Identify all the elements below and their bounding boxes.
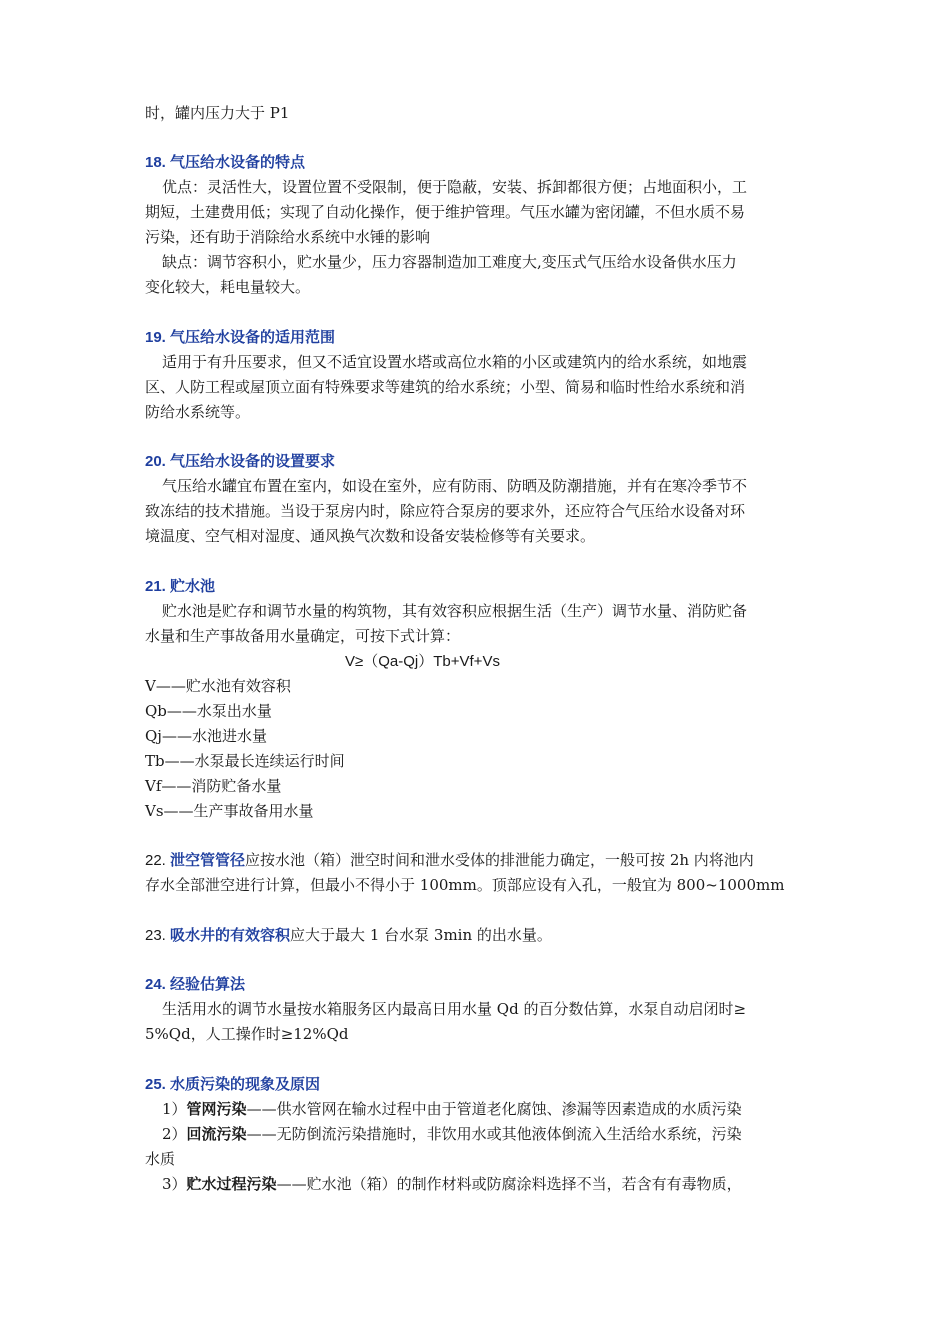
list-marker: 1）: [162, 1100, 187, 1118]
item-term: 管网污染: [186, 1101, 247, 1118]
item-text: ——供水管网在输水过程中由于管道老化腐蚀、渗漏等因素造成的水质污染: [246, 1100, 742, 1118]
section-heading-19: 19. 气压给水设备的适用范围: [145, 329, 336, 346]
paragraph-line: 致冻结的技术措施。当设于泵房内时，除应符合泵房的要求外，还应符合气压给水设备对环: [145, 502, 746, 520]
section-heading-20: 20. 气压给水设备的设置要求: [145, 453, 336, 470]
item-text: ——贮水池（箱）的制作材料或防腐涂料选择不当，若含有有毒物质，: [276, 1175, 742, 1193]
paragraph-line: 5%Qd，人工操作时≥12%Qd: [145, 1025, 349, 1043]
definition-line: Tb——水泵最长连续运行时间: [145, 752, 345, 770]
list-item: [162, 1172, 742, 1197]
paragraph-line: 生活用水的调节水量按水箱服务区内最高日用水量 Qd 的百分数估算，水泵自动启闭时≥: [162, 1000, 747, 1018]
paragraph-line: 适用于有升压要求，但又不适宜设置水塔或高位水箱的小区或建筑内的给水系统，如地震: [162, 353, 748, 371]
list-item: [162, 1097, 742, 1122]
definition-line: Vs——生产事故备用水量: [145, 802, 314, 820]
item-term: 回流污染: [186, 1126, 247, 1143]
paragraph-line: 气压给水罐宜布置在室内，如设在室外，应有防雨、防晒及防潮措施，并有在寒冷季节不: [162, 477, 748, 495]
item-text: 应大于最大 1 台水泵 3min 的出水量。: [290, 926, 552, 944]
item-number: 22.: [145, 852, 171, 869]
paragraph-line: 存水全部泄空进行计算，但最小不得小于 100mm。顶部应设有入孔，一般宜为 800~1000mm: [145, 876, 785, 894]
section-heading-18: 18. 气压给水设备的特点: [145, 154, 306, 171]
section-heading-21: 21. 贮水池: [145, 578, 216, 595]
item-term: 贮水过程污染: [186, 1176, 277, 1193]
definition-line: Qb——水泵出水量: [145, 702, 272, 720]
paragraph-line: 污染，还有助于消除给水系统中水锤的影响: [145, 228, 431, 246]
paragraph-line: 变化较大，耗电量较大。: [145, 278, 311, 296]
paragraph-line: 优点：灵活性大，设置位置不受限制，便于隐蔽，安装、拆卸都很方便；占地面积小，工: [162, 178, 748, 196]
item-22: [145, 848, 754, 873]
paragraph-line: 水质: [145, 1150, 176, 1168]
list-marker: 3）: [162, 1175, 187, 1193]
paragraph-line: 境温度、空气相对湿度、通风换气次数和设备安装检修等有关要求。: [145, 527, 596, 545]
paragraph-line: 水量和生产事故备用水量确定，可按下式计算：: [145, 627, 461, 645]
list-item: [162, 1122, 742, 1147]
paragraph-line: 区、人防工程或屋顶立面有特殊要求等建筑的给水系统；小型、简易和临时性给水系统和消: [145, 378, 746, 396]
item-term: 泄空管管径: [170, 852, 246, 869]
definition-line: V——贮水池有效容积: [145, 677, 291, 695]
paragraph-line: 时，罐内压力大于 P1: [145, 104, 290, 122]
item-term: 吸水井的有效容积: [170, 927, 291, 944]
paragraph-line: 贮水池是贮存和调节水量的构筑物，其有效容积应根据生活（生产）调节水量、消防贮备: [162, 602, 748, 620]
section-heading-25: 25. 水质污染的现象及原因: [145, 1076, 321, 1093]
item-text: ——无防倒流污染措施时，非饮用水或其他液体倒流入生活给水系统，污染: [246, 1125, 742, 1143]
item-number: 23.: [145, 927, 171, 944]
item-23: [145, 923, 552, 948]
paragraph-line: 期短，土建费用低；实现了自动化操作，便于维护管理。气压水罐为密闭罐，不但水质不易: [145, 203, 746, 221]
list-marker: 2）: [162, 1125, 187, 1143]
definition-line: Qj——水池进水量: [145, 727, 267, 745]
paragraph-line: 缺点：调节容积小，贮水量少，压力容器制造加工难度大,变压式气压给水设备供水压力: [162, 253, 737, 271]
paragraph-line: 防给水系统等。: [145, 403, 251, 421]
definition-line: Vf——消防贮备水量: [145, 777, 282, 795]
formula: V≥（Qa-Qj）Tb+Vf+Vs: [345, 653, 500, 670]
section-heading-24: 24. 经验估算法: [145, 976, 246, 993]
item-text: 应按水池（箱）泄空时间和泄水受体的排泄能力确定，一般可按 2h 内将池内: [245, 851, 754, 869]
